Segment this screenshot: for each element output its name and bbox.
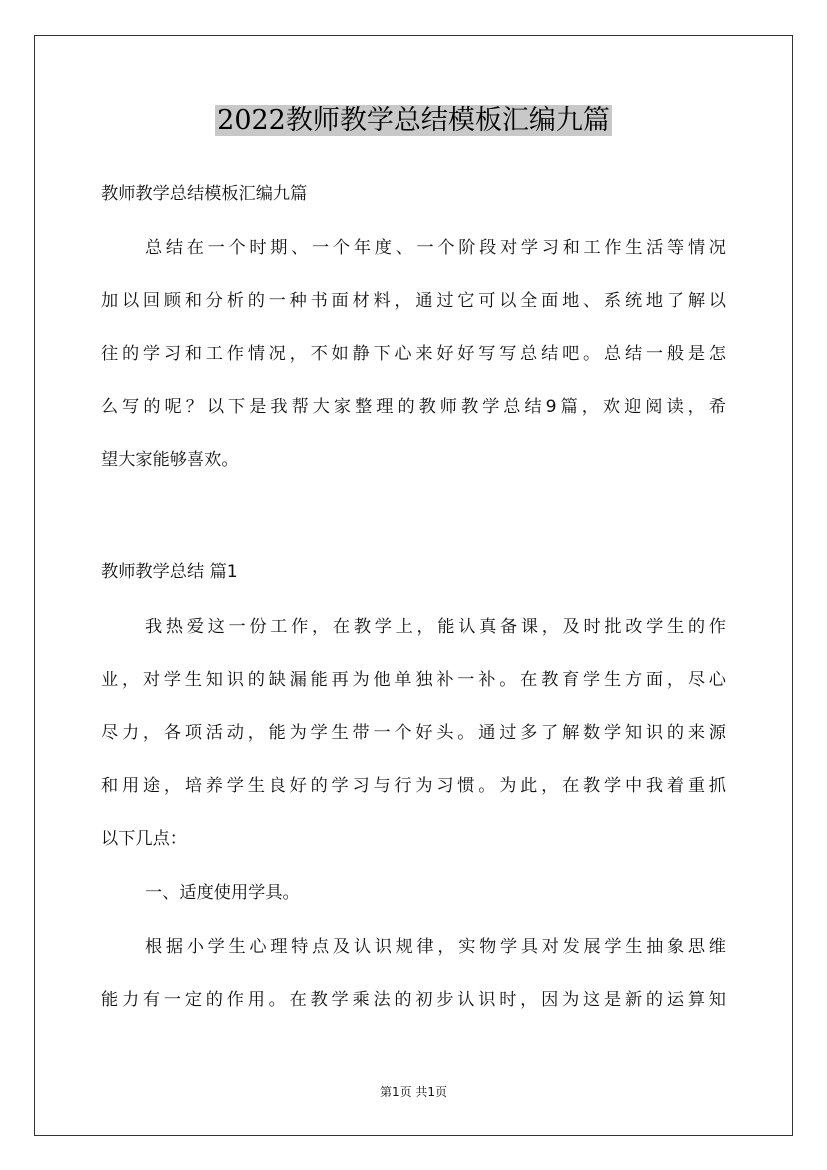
point-line: 根据小学生心理特点及认识规律，实物学具对发展学生抽象思维: [145, 937, 726, 957]
document-title: [0, 101, 827, 141]
intro-line: 么写的呢？以下是我帮大家整理的教师教学总结9篇，欢迎阅读，希: [101, 397, 726, 417]
point-line: 能力有一定的作用。在教学乘法的初步认识时，因为这是新的运算知: [101, 990, 726, 1010]
section-line: 尽力，各项活动，能为学生带一个好头。通过多了解数学知识的来源: [101, 723, 726, 743]
intro-line: 加以回顾和分析的一种书面材料，通过它可以全面地、系统地了解以: [101, 291, 726, 311]
document-title-text: 2022教师教学总结模板汇编九篇: [217, 105, 610, 136]
page-footer: 第1页 共1页: [379, 1085, 448, 1099]
document-subtitle: 教师教学总结模板汇编九篇: [101, 184, 308, 204]
section-heading: 教师教学总结 篇1: [101, 562, 238, 582]
section-line: 我热爱这一份工作，在教学上，能认真备课，及时批改学生的作: [145, 617, 726, 637]
intro-line: 总结在一个时期、一个年度、一个阶段对学习和工作生活等情况: [145, 238, 726, 258]
intro-line: 往的学习和工作情况，不如静下心来好好写写总结吧。总结一般是怎: [101, 344, 726, 364]
intro-line: 望大家能够喜欢。: [101, 450, 239, 470]
section-line: 以下几点：: [101, 829, 187, 849]
point-heading: 一、适度使用学具。: [145, 883, 300, 903]
section-line: 和用途，培养学生良好的学习与行为习惯。为此，在教学中我着重抓: [101, 776, 726, 796]
section-line: 业，对学生知识的缺漏能再为他单独补一补。在教育学生方面，尽心: [101, 670, 726, 690]
